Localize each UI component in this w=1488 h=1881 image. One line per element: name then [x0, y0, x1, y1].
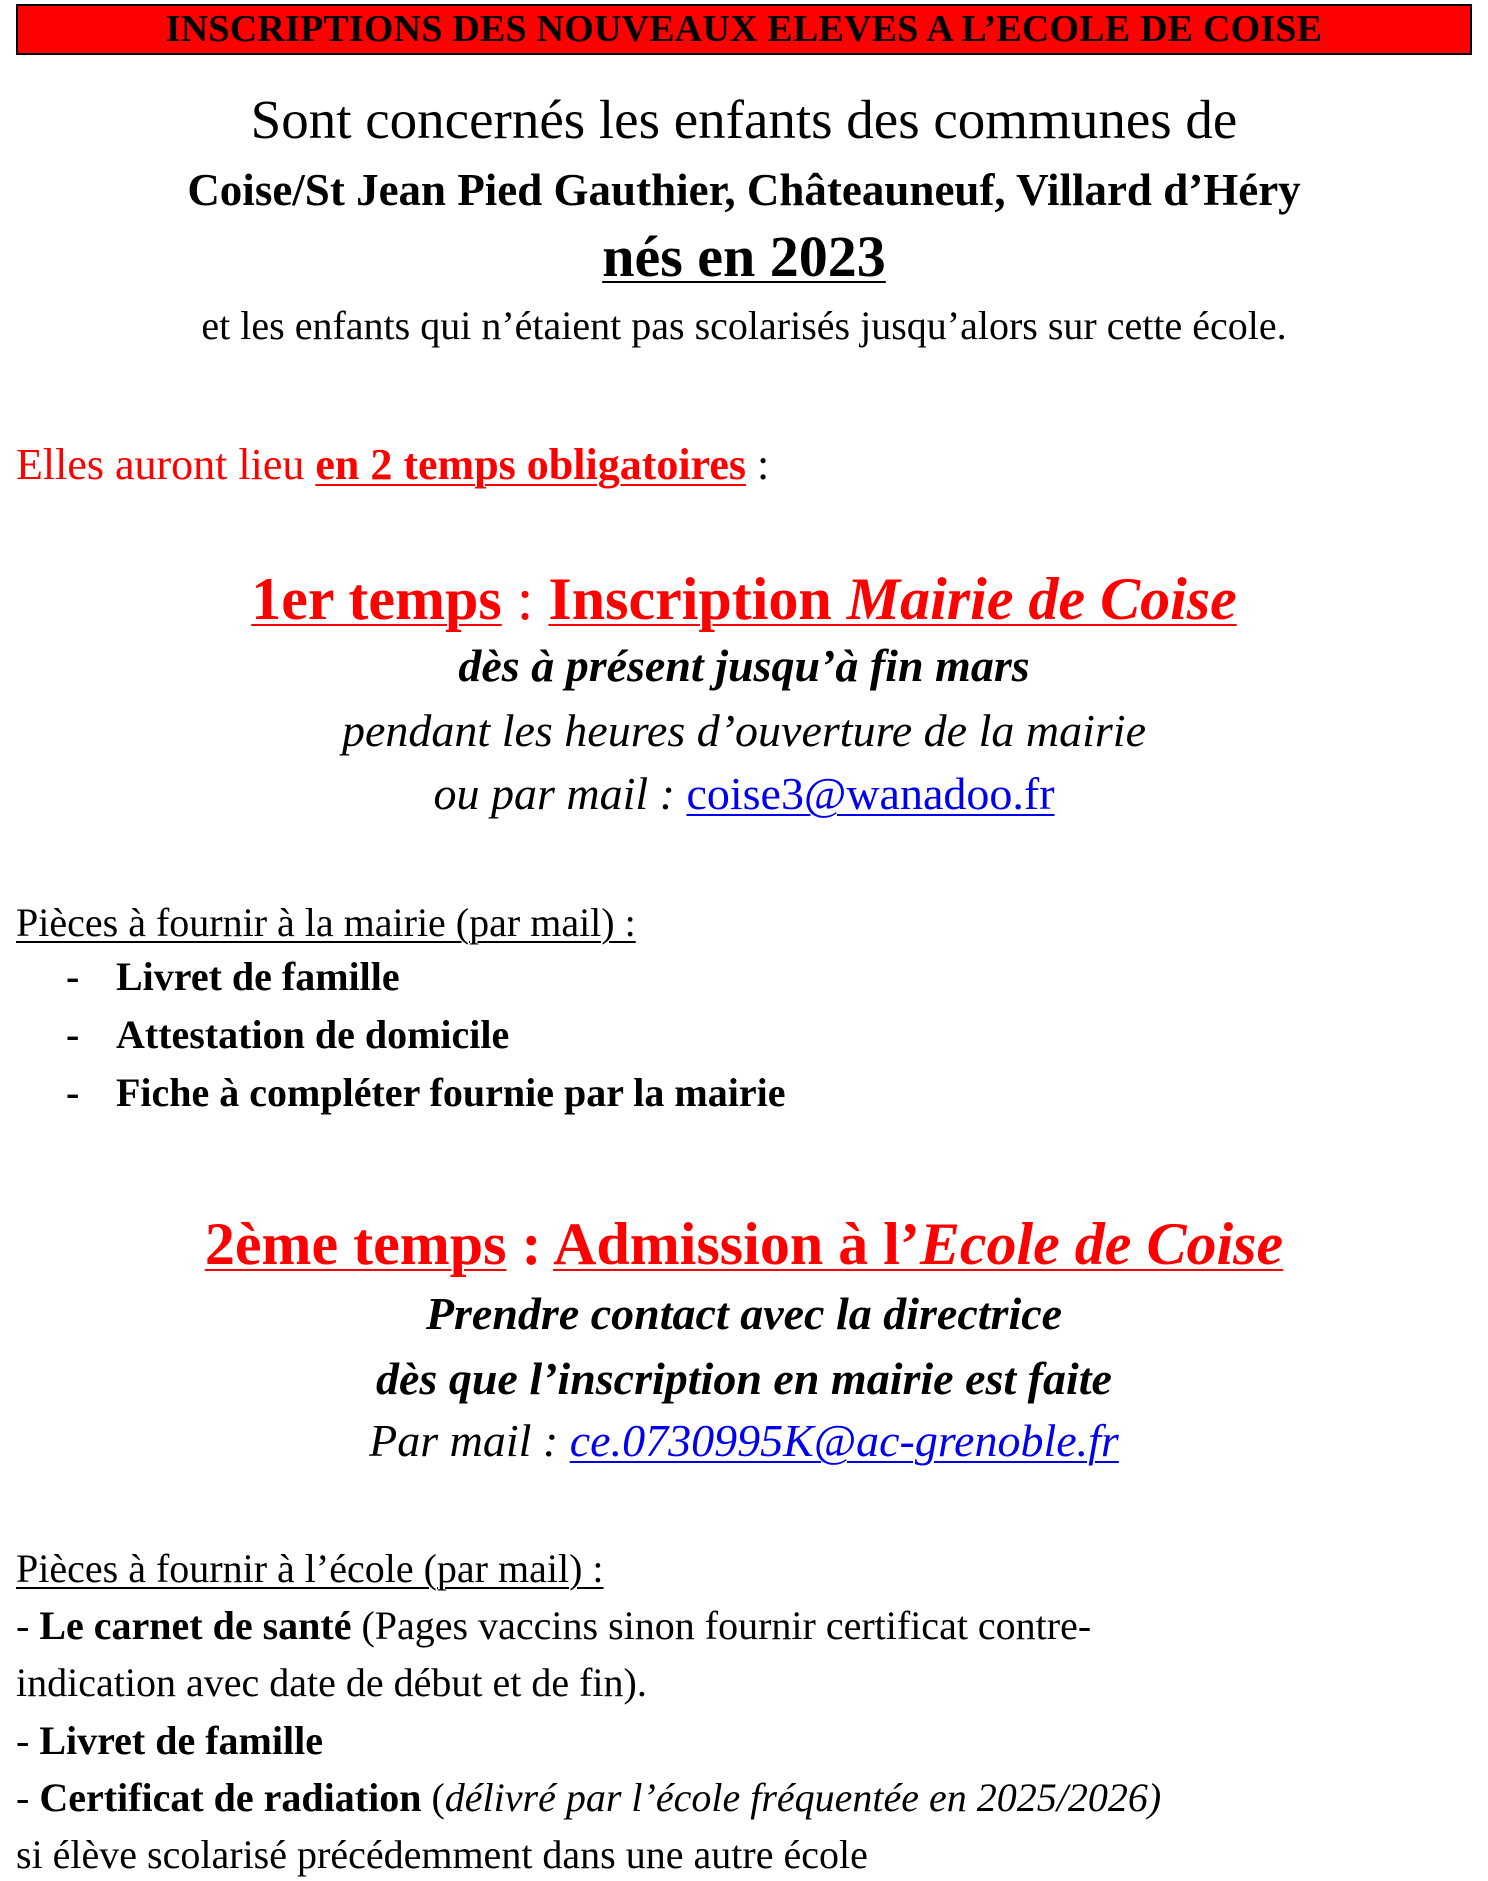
step2-label: 2ème temps — [204, 1211, 507, 1277]
docs-ecole-heading — [16, 1544, 604, 1594]
step1-hours: pendant les heures d’ouverture de la mairie — [342, 705, 1146, 756]
docs-ecole-item-3-bold: Certificat de radiation — [39, 1775, 422, 1820]
lieu-suffix: : — [746, 440, 770, 489]
intro-line-4: et les enfants qui n’étaient pas scolarisés jusqu’alors sur cette école. — [201, 303, 1287, 348]
lieu-line — [16, 438, 769, 492]
docs-ecole-item-1-cont: indication avec date de début et de fin). — [16, 1660, 647, 1705]
step1-mail-line — [0, 766, 1488, 822]
step2-heading — [0, 1208, 1488, 1280]
docs-mairie-item-1 — [66, 952, 400, 1002]
page-banner-title: INSCRIPTIONS DES NOUVEAUX ELEVES A L’ECOLE DE COISE — [16, 4, 1472, 55]
step2-mail-prefix: Par mail : — [369, 1415, 570, 1466]
step2-title — [553, 1211, 1283, 1277]
step2-title-plain: Admission à l’ — [553, 1211, 920, 1277]
step1-heading — [0, 563, 1488, 635]
docs-ecole-item-3-dash: - — [16, 1775, 40, 1820]
docs-ecole-item-2 — [16, 1716, 323, 1766]
step1-mail-prefix: ou par mail : — [433, 768, 687, 819]
docs-ecole-item-1-rest: (Pages vaccins sinon fournir certificat contre- — [351, 1603, 1092, 1648]
step1-title — [548, 566, 1236, 632]
docs-ecole-heading-text: Pièces à fournir à l’école (par mail) : — [16, 1546, 604, 1591]
docs-mairie-dash-3: - — [66, 1070, 80, 1115]
step2-mail-line — [0, 1413, 1488, 1469]
step1-email-link[interactable]: coise3@wanadoo.fr — [686, 768, 1055, 819]
docs-mairie-item-1-text: Livret de famille — [116, 954, 400, 999]
docs-mairie-item-3-text: Fiche à compléter fournie par la mairie — [116, 1070, 786, 1115]
step2-contact: Prendre contact avec la directrice — [425, 1288, 1063, 1339]
intro-birth-year — [0, 224, 1488, 290]
docs-ecole-item-1-bold: Le carnet de santé — [39, 1603, 352, 1648]
step2-title-italic: Ecole de Coise — [919, 1211, 1284, 1277]
step2-condition: dès que l’inscription en mairie est faite — [376, 1353, 1112, 1404]
docs-ecole-item-1 — [16, 1601, 1091, 1651]
intro-line-1: Sont concernés les enfants des communes de — [250, 89, 1238, 150]
docs-mairie-item-3 — [66, 1068, 785, 1118]
lieu-emphasis: en 2 temps obligatoires — [315, 440, 746, 489]
step1-sep: : — [501, 566, 549, 632]
docs-ecole-item-3-italic: délivré par l’école fréquentée en 2025/2026) — [444, 1775, 1162, 1820]
step1-title-italic: Mairie de Coise — [846, 566, 1237, 632]
step1-period: dès à présent jusqu’à fin mars — [458, 640, 1030, 691]
step2-email-link[interactable]: ce.0730995K@ac-grenoble.fr — [569, 1415, 1119, 1466]
lieu-prefix: Elles auront lieu — [16, 440, 316, 489]
docs-ecole-item-3-open: ( — [421, 1775, 445, 1820]
docs-ecole-item-2-bold: Livret de famille — [39, 1718, 323, 1763]
docs-mairie-heading — [16, 898, 636, 948]
docs-ecole-item-1-dash: - — [16, 1603, 40, 1648]
docs-mairie-heading-text: Pièces à fournir à la mairie (par mail) : — [16, 900, 636, 945]
docs-mairie-item-2-text: Attestation de domicile — [116, 1012, 510, 1057]
step1-title-plain: Inscription — [548, 566, 847, 632]
docs-mairie-dash-1: - — [66, 954, 80, 999]
docs-ecole-item-2-dash: - — [16, 1718, 40, 1763]
intro-communes: Coise/St Jean Pied Gauthier, Châteauneuf, Villard d’Héry — [187, 165, 1301, 215]
birth-year-text: nés en 2023 — [602, 224, 886, 289]
docs-ecole-item-3-cont: si élève scolarisé précédemment dans une autre école — [16, 1832, 868, 1877]
docs-ecole-item-3 — [16, 1773, 1161, 1823]
step1-label: 1er temps — [251, 566, 502, 632]
step2-sep: : — [506, 1211, 554, 1277]
docs-mairie-item-2 — [66, 1010, 509, 1060]
docs-mairie-dash-2: - — [66, 1012, 80, 1057]
